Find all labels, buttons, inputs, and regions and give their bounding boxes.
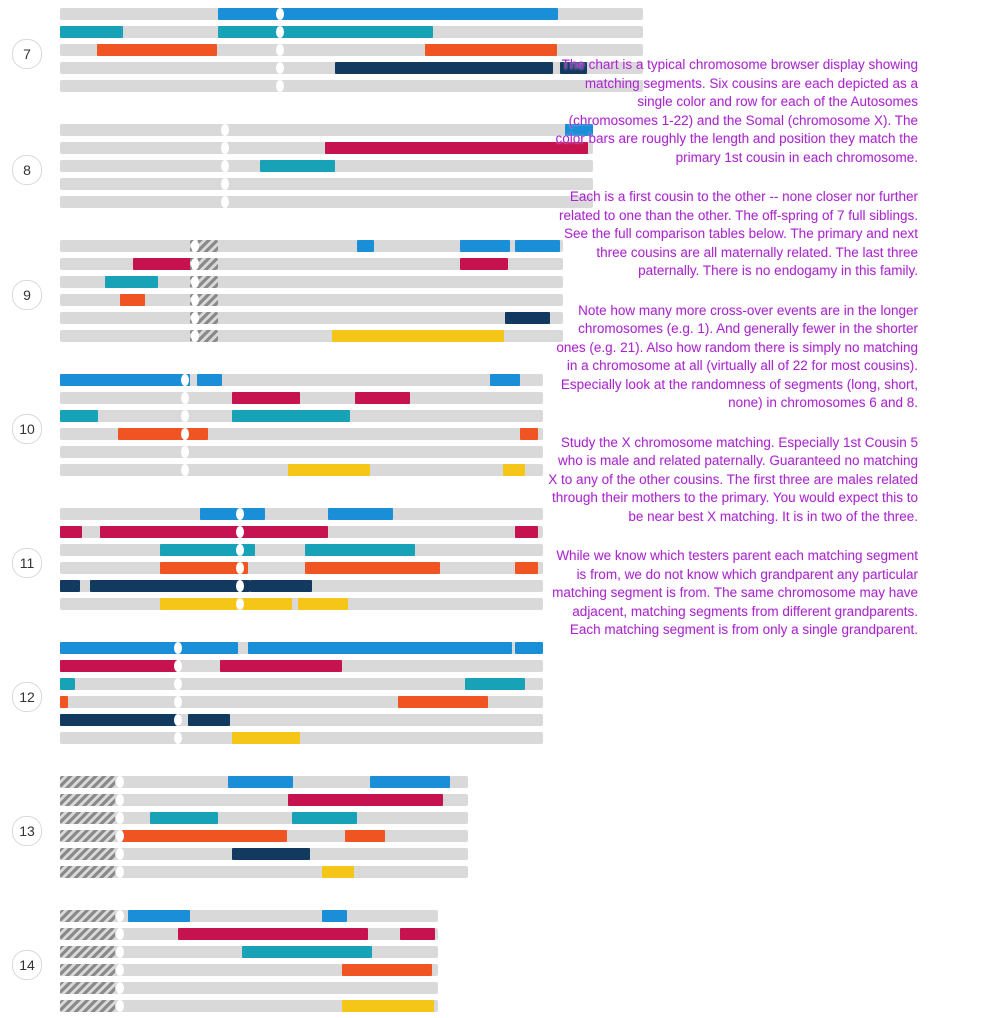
chromosome-row <box>60 696 543 708</box>
note-paragraph: The chart is a typical chromosome browser display showing matching segments. Six cousins are each depicted as a single color and row for each of the Autosomes (chromosomes 1-22) and the Somal (chromosome X). The color bars are roughly the length and position they match the primary 1st cousin in each chromosome. <box>555 57 918 165</box>
chromosome-row <box>60 776 468 788</box>
match-segment <box>335 62 553 74</box>
match-segment <box>288 794 443 806</box>
chromosome-row <box>60 732 543 744</box>
chromosome-row <box>60 848 468 860</box>
centromere-marker <box>236 562 244 574</box>
chromosome-row <box>60 910 438 922</box>
match-segment <box>133 258 195 270</box>
chromosome-row <box>60 794 468 806</box>
stalk-region <box>60 1000 115 1012</box>
chromosome-number-label: 12 <box>12 682 42 712</box>
centromere-marker <box>236 598 244 610</box>
chromosome-row <box>60 660 543 672</box>
match-segment <box>150 812 218 824</box>
chromosome-row <box>60 866 468 878</box>
match-segment <box>218 8 558 20</box>
centromere-marker <box>181 464 189 476</box>
note-paragraph: Study the X chromosome matching. Especially 1st Cousin 5 who is male and related paternally. Guaranteed no matching X to any of the other cousins. The first three are males related through their mothers to the primary. You would expect this to be near best X matching. It is in two of the three. <box>548 434 918 524</box>
centromere-marker <box>221 196 229 208</box>
match-segment <box>515 562 538 574</box>
match-segment <box>188 714 230 726</box>
stalk-region <box>60 776 115 788</box>
match-segment <box>332 330 504 342</box>
match-segment <box>505 312 550 324</box>
centromere-marker <box>276 8 284 20</box>
centromere-marker <box>276 44 284 56</box>
stalk-region <box>60 946 115 958</box>
match-segment <box>60 678 75 690</box>
match-segment <box>197 374 222 386</box>
match-segment <box>100 526 328 538</box>
chromosome-row <box>60 276 563 288</box>
centromere-marker <box>116 848 124 860</box>
chromosome-row <box>60 642 543 654</box>
chromosome-group <box>0 910 560 1018</box>
centromere-marker <box>116 1000 124 1012</box>
centromere-marker <box>276 62 284 74</box>
centromere-marker <box>191 258 199 270</box>
match-segment <box>355 392 410 404</box>
chromosome-row <box>60 714 543 726</box>
match-segment <box>370 776 450 788</box>
match-segment <box>515 642 543 654</box>
match-segment <box>242 946 372 958</box>
match-segment <box>520 428 538 440</box>
match-segment <box>178 928 368 940</box>
chromosome-row <box>60 562 543 574</box>
centromere-marker <box>276 26 284 38</box>
chromosome-row <box>60 196 593 208</box>
stalk-region <box>60 964 115 976</box>
match-segment <box>460 258 508 270</box>
match-segment <box>105 276 158 288</box>
match-segment <box>60 374 190 386</box>
centromere-marker <box>174 678 182 690</box>
note-paragraph: Each is a first cousin to the other -- none closer nor further related to one than the other. The off-spring of 7 full siblings. See the full comparison tables below. The primary and next three cousins are all maternally related. The last three paternally. There is no endogamy in this family. <box>559 189 918 278</box>
centromere-marker <box>191 276 199 288</box>
centromere-marker <box>181 428 189 440</box>
stalk-region <box>60 794 115 806</box>
match-segment <box>400 928 435 940</box>
centromere-marker <box>181 374 189 386</box>
match-segment <box>465 678 525 690</box>
match-segment <box>232 848 310 860</box>
chromosome-row <box>60 508 543 520</box>
chromosome-row <box>60 178 593 190</box>
match-segment <box>328 508 393 520</box>
stalk-region <box>60 830 115 842</box>
centromere-marker <box>181 410 189 422</box>
centromere-marker <box>236 526 244 538</box>
chromosome-row <box>60 526 543 538</box>
match-segment <box>305 562 440 574</box>
chromosome-group <box>0 124 560 214</box>
match-segment <box>515 526 538 538</box>
match-segment <box>97 44 217 56</box>
chromosome-group <box>0 642 560 750</box>
chromosome-row <box>60 8 643 20</box>
centromere-marker <box>221 160 229 172</box>
chromosome-row <box>60 410 543 422</box>
chromosome-row <box>60 142 593 154</box>
centromere-marker <box>174 732 182 744</box>
match-segment <box>60 580 80 592</box>
chromosome-row <box>60 1000 438 1012</box>
centromere-marker <box>116 830 124 842</box>
chromosome-row <box>60 44 643 56</box>
match-segment <box>90 580 250 592</box>
chromosome-row <box>60 946 438 958</box>
note-paragraph: Note how many more cross-over events are in the longer chromosomes (e.g. 1). And generally fewer in the shorter ones (e.g. 21). Also how random there is simply no matching in a chromosome at all (virtually all of 22 for most cousins). Especially look at the randomness of segments (long, short, none) in chromosomes 6 and 8. <box>556 302 918 410</box>
chromosome-number-label: 8 <box>12 155 42 185</box>
chromosome-group <box>0 8 560 98</box>
centromere-marker <box>116 928 124 940</box>
centromere-marker <box>174 642 182 654</box>
match-segment <box>398 696 488 708</box>
match-segment <box>332 642 512 654</box>
chromosome-number-label: 10 <box>12 414 42 444</box>
chromosome-row <box>60 330 563 342</box>
chromosome-group <box>0 374 560 482</box>
chromosome-row <box>60 446 543 458</box>
match-segment <box>460 240 510 252</box>
match-segment <box>342 1000 434 1012</box>
stalk-region <box>60 866 115 878</box>
annotation-notes <box>548 56 918 640</box>
centromere-marker <box>181 392 189 404</box>
match-segment <box>260 160 335 172</box>
chromosome-row <box>60 392 543 404</box>
match-segment <box>298 598 348 610</box>
chromosome-row <box>60 982 438 994</box>
centromere-marker <box>116 910 124 922</box>
chromosome-row <box>60 830 468 842</box>
centromere-marker <box>191 312 199 324</box>
centromere-marker <box>236 580 244 592</box>
match-segment <box>232 732 300 744</box>
centromere-marker <box>236 508 244 520</box>
match-segment <box>218 26 433 38</box>
stalk-region <box>60 982 115 994</box>
match-segment <box>322 910 347 922</box>
chromosome-row <box>60 964 438 976</box>
chromosome-row <box>60 312 563 324</box>
match-segment <box>122 830 287 842</box>
chromosome-group <box>0 776 560 884</box>
match-segment <box>345 830 385 842</box>
centromere-marker <box>221 124 229 136</box>
chromosome-row <box>60 258 563 270</box>
chromosome-number-label: 14 <box>12 950 42 980</box>
chromosome-number-label: 11 <box>12 548 42 578</box>
match-segment <box>250 580 312 592</box>
match-segment <box>305 544 415 556</box>
centromere-marker <box>116 794 124 806</box>
centromere-marker <box>221 178 229 190</box>
match-segment <box>60 526 82 538</box>
match-segment <box>200 508 265 520</box>
match-segment <box>322 866 354 878</box>
match-segment <box>60 714 180 726</box>
centromere-marker <box>174 696 182 708</box>
match-segment <box>425 44 557 56</box>
chromosome-row <box>60 428 543 440</box>
centromere-marker <box>191 240 199 252</box>
match-segment <box>128 910 190 922</box>
match-segment <box>357 240 374 252</box>
chromosome-number-label: 9 <box>12 280 42 310</box>
centromere-marker <box>116 946 124 958</box>
chromosome-row <box>60 598 543 610</box>
centromere-marker <box>181 446 189 458</box>
chromosome-row <box>60 374 543 386</box>
match-segment <box>60 26 123 38</box>
match-segment <box>342 964 432 976</box>
centromere-marker <box>116 776 124 788</box>
centromere-marker <box>174 714 182 726</box>
match-segment <box>160 598 292 610</box>
centromere-marker <box>236 544 244 556</box>
chromosome-row <box>60 124 593 136</box>
chromosome-group <box>0 508 560 616</box>
chromosome-group <box>0 240 560 348</box>
chromosome-row <box>60 580 543 592</box>
match-segment <box>232 392 300 404</box>
match-segment <box>288 464 370 476</box>
chromosome-row <box>60 294 563 306</box>
match-segment <box>228 776 293 788</box>
stalk-region <box>60 848 115 860</box>
chromosome-number-label: 7 <box>12 39 42 69</box>
note-paragraph: While we know which testers parent each matching segment is from, we do not know which grandparent any particular matching segment is from. The same chromosome may have adjacent, matching segments from different grandparents. Each matching segment is from only a single grandparent. <box>552 548 918 637</box>
match-segment <box>292 812 357 824</box>
centromere-marker <box>191 294 199 306</box>
match-segment <box>60 642 238 654</box>
chromosome-row <box>60 812 468 824</box>
match-segment <box>490 374 520 386</box>
match-segment <box>60 660 178 672</box>
chromosome-row <box>60 678 543 690</box>
centromere-marker <box>116 982 124 994</box>
centromere-marker <box>191 330 199 342</box>
match-segment <box>60 696 68 708</box>
centromere-marker <box>174 660 182 672</box>
match-segment <box>118 428 208 440</box>
chromosome-number-label: 13 <box>12 816 42 846</box>
match-segment <box>232 410 350 422</box>
stalk-region <box>60 812 115 824</box>
centromere-marker <box>276 80 284 92</box>
chromosome-row <box>60 544 543 556</box>
chromosome-row <box>60 240 563 252</box>
match-segment <box>120 294 145 306</box>
chromosome-row <box>60 464 543 476</box>
match-segment <box>160 562 248 574</box>
chromosome-row <box>60 26 643 38</box>
match-segment <box>220 660 342 672</box>
centromere-marker <box>116 964 124 976</box>
chromosome-row <box>60 928 438 940</box>
match-segment <box>503 464 525 476</box>
centromere-marker <box>116 866 124 878</box>
stalk-region <box>60 928 115 940</box>
centromere-marker <box>221 142 229 154</box>
centromere-marker <box>116 812 124 824</box>
chromosome-row <box>60 160 593 172</box>
stalk-region <box>60 910 115 922</box>
match-segment <box>60 410 98 422</box>
